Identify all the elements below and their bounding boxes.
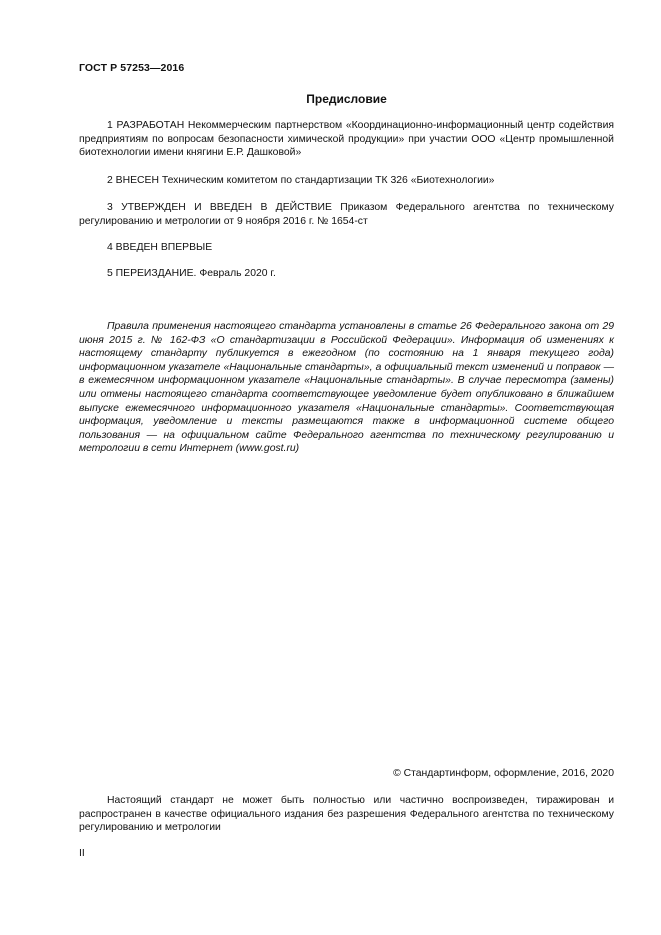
paragraph-approved: 3 УТВЕРЖДЕН И ВВЕДЕН В ДЕЙСТВИЕ Приказом Федерального агентства по техническому регулированию и метрологии от 9 ноября 2016 г. № 1654-ст xyxy=(79,202,614,227)
paragraph-reissue: 5 ПЕРЕИЗДАНИЕ. Февраль 2020 г. xyxy=(107,268,276,279)
page-title: Предисловие xyxy=(306,92,387,106)
page-number: II xyxy=(79,848,85,859)
paragraph-developed: 1 РАЗРАБОТАН Некоммерческим партнерством «Координационно-информационный центр содействия предприятиям по вопросам безопасности химической продукции» при участии ООО «Центр промышленной биотехнологии имени княгини Е.Р. Дашковой» xyxy=(79,120,614,158)
paragraph-introduced: 2 ВНЕСЕН Техническим комитетом по стандартизации ТК 326 «Биотехнологии» xyxy=(107,175,495,186)
paragraph-first-introduced: 4 ВВЕДЕН ВПЕРВЫЕ xyxy=(107,242,213,253)
application-rules-notice: Правила применения настоящего стандарта установлены в статье 26 Федерального закона от 29 июня 2015 г. № 162-ФЗ «О стандартизации в Российской Федерации». Информация об изменениях к настоящему стандарту публикуется в ежегодном (по состоянию на 1 января текущего года) информационном указателе «Национальные стандарты», а официальный текст изменений и поправок — в ежемесячном информационном указателе «Национальные стандарты». В случае пересмотра (замены) или отмены настоящего стандарта соответствующее уведомление будет опубликовано в ближайшем выпуске ежемесячного информационного указателя «Национальные стандарты». Соответствующая информация, уведомление и тексты размещаются также в информационной системе общего пользования — на официальном сайте Федерального агентства по техническому регулированию и метрологии в сети Интернет (www.gost.ru) xyxy=(79,321,614,455)
legal-notice: Настоящий стандарт не может быть полностью или частично воспроизведен, тиражирован и распространен в качестве официального издания без разрешения Федерального агентства по техническому регулированию и метрологии xyxy=(79,795,614,833)
copyright-line: © Стандартинформ, оформление, 2016, 2020 xyxy=(393,768,614,779)
standard-code: ГОСТ Р 57253—2016 xyxy=(79,62,185,74)
